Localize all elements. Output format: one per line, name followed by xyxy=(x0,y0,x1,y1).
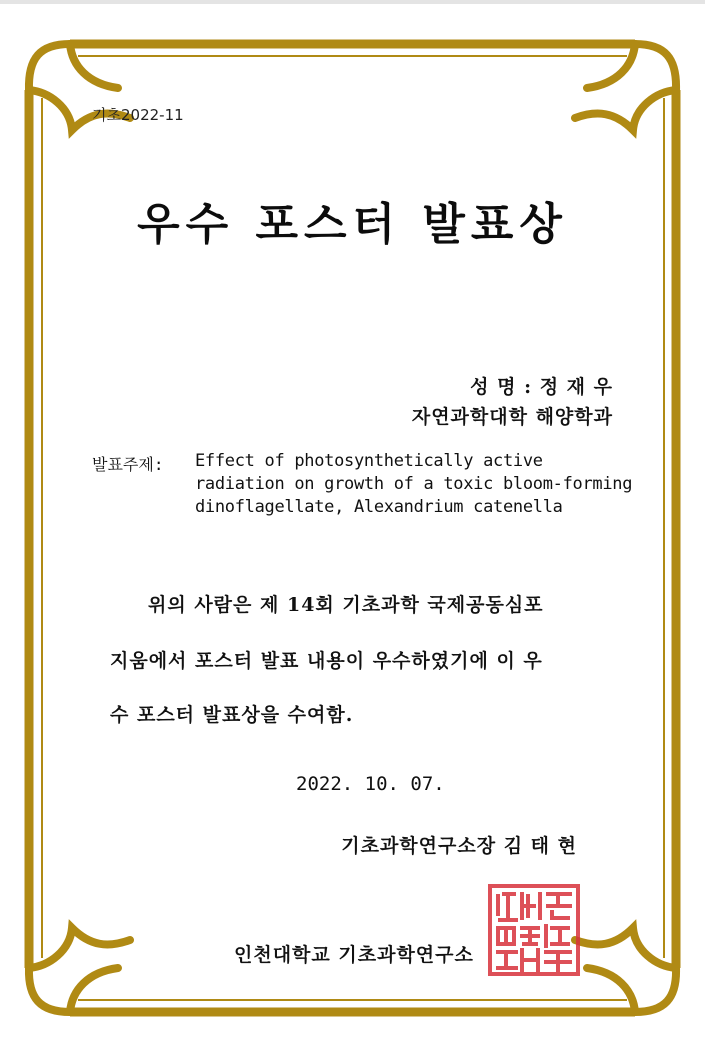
award-statement-line-1: 위의 사람은 제 14회 기초과학 국제공동심포 xyxy=(148,594,544,616)
recipient-affiliation: 자연과학대학 해양학과 xyxy=(411,406,613,428)
official-seal-icon xyxy=(488,884,580,976)
award-statement-line-2: 지움에서 포스터 발표 내용이 우수하였기에 이 우 xyxy=(110,650,543,672)
director-signature: 기초과학연구소장 김 태 현 xyxy=(341,835,577,857)
recipient-block xyxy=(412,372,613,432)
award-statement-line-3: 수 포스터 발표상을 수여함. xyxy=(110,704,354,726)
certificate-id: 기초2022-11 xyxy=(92,106,184,124)
presentation-topic: Effect of photosynthetically active radiation on growth of a toxic bloom-forming dinoflagellate, Alexandrium catenella xyxy=(195,451,633,517)
topic-label: 발표주제: xyxy=(92,455,164,474)
recipient-name: 성 명 : 정 재 우 xyxy=(470,376,613,398)
award-date: 2022. 10. 07. xyxy=(296,773,445,795)
issuing-institute: 인천대학교 기초과학연구소 xyxy=(234,944,474,966)
certificate-title: 우수 포스터 발표상 xyxy=(137,199,568,250)
